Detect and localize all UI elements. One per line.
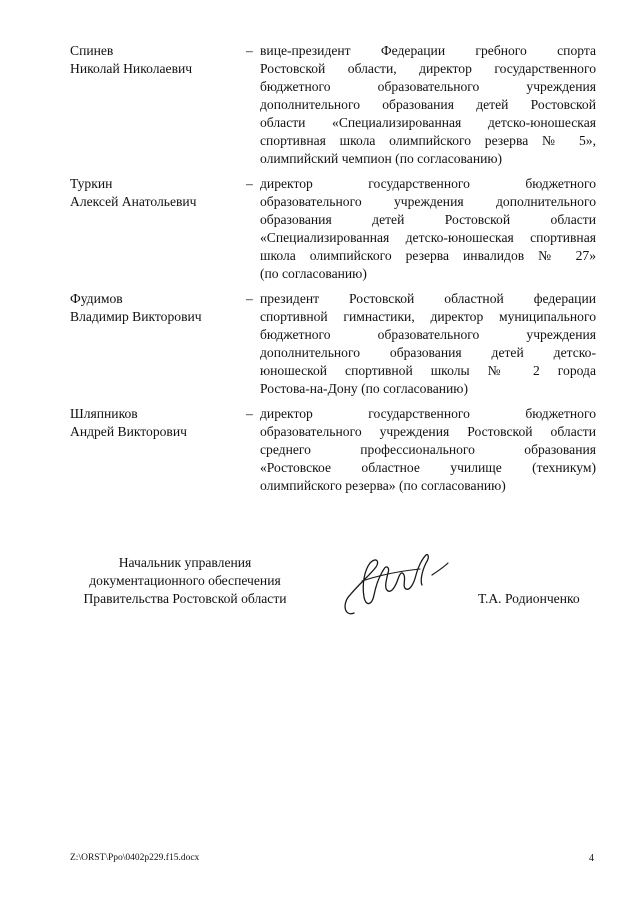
position-line: Начальник управления bbox=[118, 555, 252, 570]
description-line: директор государственного бюджетного bbox=[260, 176, 596, 191]
description-line: олимпийский чемпион (по согласованию) bbox=[260, 151, 503, 166]
description-line: спортивная школа олимпийского резерва № 5», bbox=[260, 133, 596, 148]
description-line: области «Специализированная детско-юношеская bbox=[260, 115, 596, 130]
description-line: образовательного учреждения Ростовской области bbox=[260, 424, 596, 439]
dash-separator: – bbox=[246, 406, 253, 421]
description-line: директор государственного бюджетного bbox=[260, 406, 596, 421]
description-line: спортивной гимнастики, директор муниципального bbox=[260, 309, 596, 324]
member-name bbox=[70, 405, 245, 441]
position-line: Правительства Ростовской области bbox=[83, 591, 287, 606]
dash-separator: – bbox=[246, 43, 253, 58]
dash-separator: – bbox=[246, 176, 253, 191]
description-line: юношеской спортивной школы № 2 города bbox=[260, 363, 596, 378]
member-name bbox=[70, 290, 245, 326]
description-line: бюджетного образовательного учреждения bbox=[260, 327, 596, 342]
member-given-names: Андрей Викторович bbox=[70, 424, 187, 439]
member-description bbox=[260, 290, 596, 398]
description-line: дополнительного образования детей Ростовской bbox=[260, 97, 596, 112]
description-line: вице-президент Федерации гребного спорта bbox=[260, 43, 596, 58]
member-surname: Туркин bbox=[70, 176, 113, 191]
description-line: Ростовской области, директор государственного bbox=[260, 61, 596, 76]
member-name bbox=[70, 42, 245, 78]
description-line: среднего профессионального образования bbox=[260, 442, 596, 457]
signatory-name: Т.А. Родионченко bbox=[478, 591, 580, 606]
description-line: «Ростовское областное училище (техникум) bbox=[260, 460, 596, 475]
member-description bbox=[260, 175, 596, 283]
description-line: президент Ростовской областной федерации bbox=[260, 291, 596, 306]
dash-separator: – bbox=[246, 291, 253, 306]
description-line: образовательного учреждения дополнительного bbox=[260, 194, 596, 209]
member-description bbox=[260, 405, 596, 495]
member-surname: Фудимов bbox=[70, 291, 123, 306]
member-description bbox=[260, 42, 596, 168]
member-given-names: Алексей Анатольевич bbox=[70, 194, 197, 209]
page-number: 4 bbox=[589, 853, 594, 864]
description-line: дополнительного образования детей детско- bbox=[260, 345, 596, 360]
description-line: школа олимпийского резерва инвалидов № 27» bbox=[260, 248, 596, 263]
signatory-position bbox=[70, 554, 300, 608]
description-line: «Специализированная детско-юношеская спортивная bbox=[260, 230, 596, 245]
member-name bbox=[70, 175, 245, 211]
file-path: Z:\ORST\Ppo\0402p229.f15.docx bbox=[70, 853, 200, 863]
member-surname: Спинев bbox=[70, 43, 114, 58]
handwritten-signature bbox=[340, 545, 460, 625]
description-line: образования детей Ростовской области bbox=[260, 212, 596, 227]
position-line: документационного обеспечения bbox=[89, 573, 281, 588]
member-given-names: Николай Николаевич bbox=[70, 61, 193, 76]
description-line: Ростова-на-Дону (по согласованию) bbox=[260, 381, 468, 396]
description-line: олимпийского резерва» (по согласованию) bbox=[260, 478, 506, 493]
description-line: (по согласованию) bbox=[260, 266, 367, 281]
member-surname: Шляпников bbox=[70, 406, 138, 421]
description-line: бюджетного образовательного учреждения bbox=[260, 79, 596, 94]
member-given-names: Владимир Викторович bbox=[70, 309, 202, 324]
